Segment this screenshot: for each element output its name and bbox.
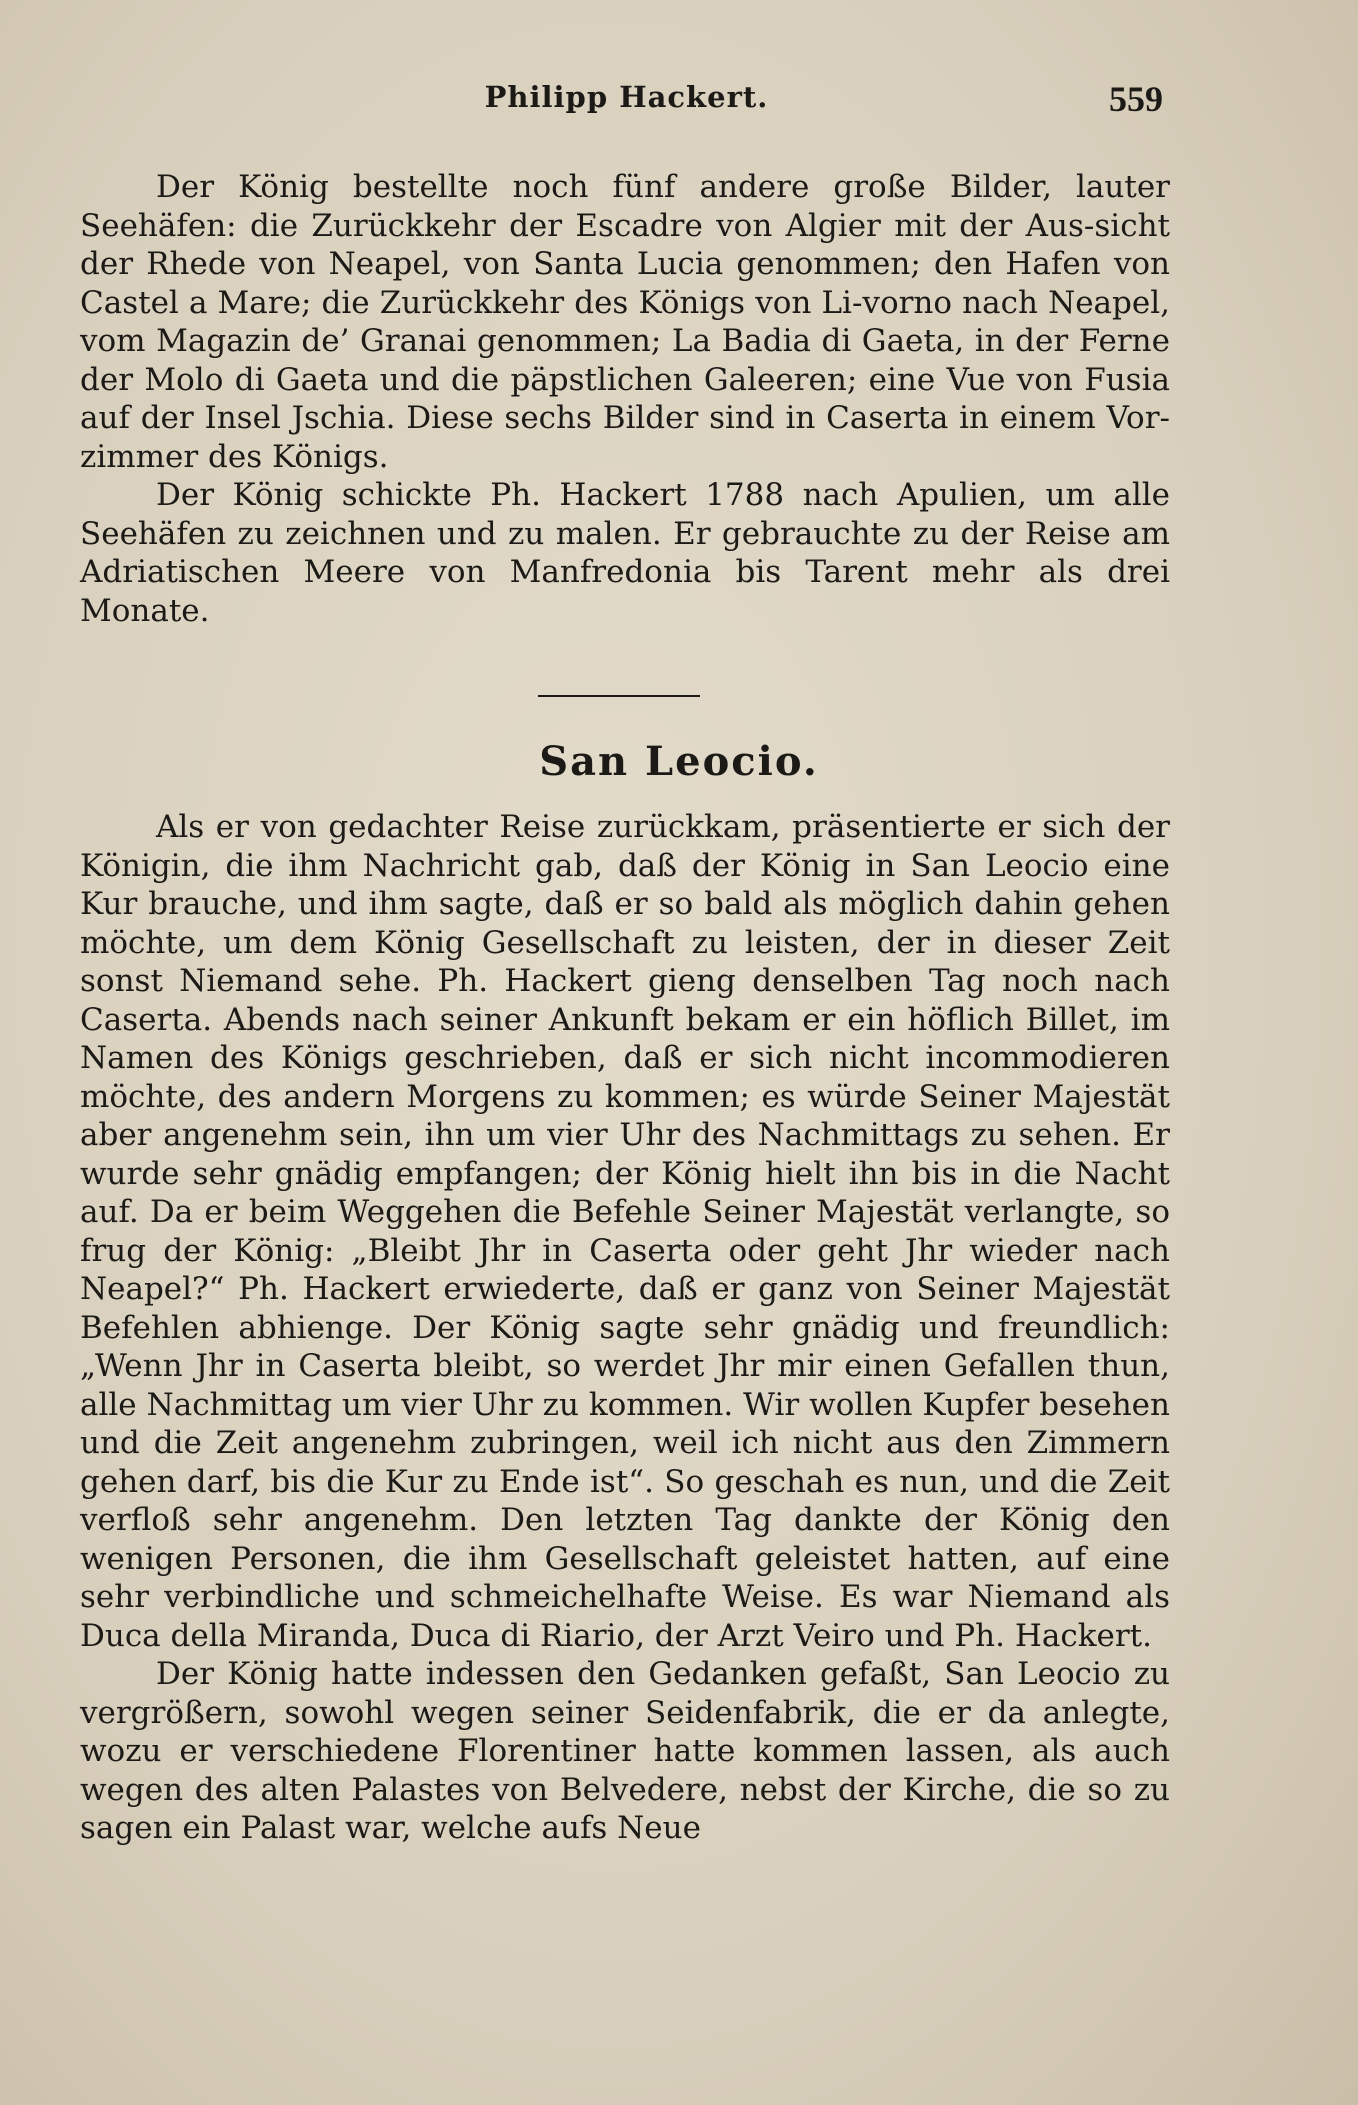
paragraph: Der König hatte indessen den Gedanken gefaßt, San Leocio zu vergrößern, sowohl wegen seiner Seidenfabrik, die er da anlegte, wozu er verschiedene Florentiner hatte kommen lassen, als auch wegen des alten Palastes von Belvedere, nebst der Kirche, die so zu sagen ein Palast war, welche aufs Neue (80, 1656, 1170, 1846)
paragraph: Als er von gedachter Reise zurückkam, präsentierte er sich der Königin, die ihm Nachricht gab, daß der König in San Leocio eine Kur brauche, und ihm sagte, daß er so bald als möglich dahin gehen möchte, um dem König Gesellschaft zu leisten, der in dieser Zeit sonst Niemand sehe. Ph. Hackert gieng denselben Tag noch nach Caserta. Abends nach seiner Ankunft bekam er ein höflich Billet, im Namen des Königs geschrieben, daß er sich nicht incommodieren möchte, des andern Morgens zu kommen; es würde Seiner Majestät aber angenehm sein, ihn um vier Uhr des Nachmittags zu sehen. Er wurde sehr gnädig empfangen; der König hielt ihn bis in die Nacht auf. Da er beim Weggehen die Befehle Seiner Majestät verlangte, so frug der König: „Bleibt Jhr in Caserta oder geht Jhr wieder nach Neapel?“ Ph. Hackert erwiederte, daß er ganz von Seiner Majestät Befehlen abhienge. Der König sagte sehr gnädig und freundlich: „Wenn Jhr in Caserta bleibt, so werdet Jhr mir einen Gefallen thun, alle Nachmittag um vier Uhr zu kommen. Wir wollen Kupfer besehen und die Zeit angenehm zubringen, weil ich nicht aus den Zimmern gehen darf, bis die Kur zu Ende ist“. So geschah es nun, und die Zeit verfloß sehr angenehm. Den letzten Tag dankte der König den wenigen Personen, die ihm Gesellschaft geleistet hatten, auf eine sehr verbindliche und schmeichelhafte Weise. Es war Niemand als Duca della Miranda, Duca di Riario, der Arzt Veiro und Ph. Hackert. (80, 809, 1170, 1654)
section-heading: San Leocio. (539, 738, 819, 785)
page-number: 559 (1109, 79, 1163, 119)
page-header (90, 80, 1163, 130)
running-title: Philipp Hackert. (484, 80, 769, 114)
top-text-block (80, 168, 1170, 630)
section-text-block (80, 808, 1170, 1848)
paragraph: Der König bestellte noch fünf andere große Bilder, lauter Seehäfen: die Zurückkehr der Escadre von Algier mit der Aus-sicht der Rhede von Neapel, von Santa Lucia genommen; den Hafen von Castel a Mare; die Zurückkehr des Königs von Li-vorno nach Neapel, vom Magazin de’ Granai genommen; La Badia di Gaeta, in der Ferne der Molo di Gaeta und die päpstlichen Galeeren; eine Vue von Fusia auf der Insel Jschia. Diese sechs Bilder sind in Caserta in einem Vor-zimmer des Königs. (80, 169, 1170, 475)
paragraph: Der König schickte Ph. Hackert 1788 nach Apulien, um alle Seehäfen zu zeichnen und zu malen. Er gebrauchte zu der Reise am Adriatischen Meere von Manfredonia bis Tarent mehr als drei Monate. (80, 477, 1170, 629)
section-divider (538, 695, 700, 697)
